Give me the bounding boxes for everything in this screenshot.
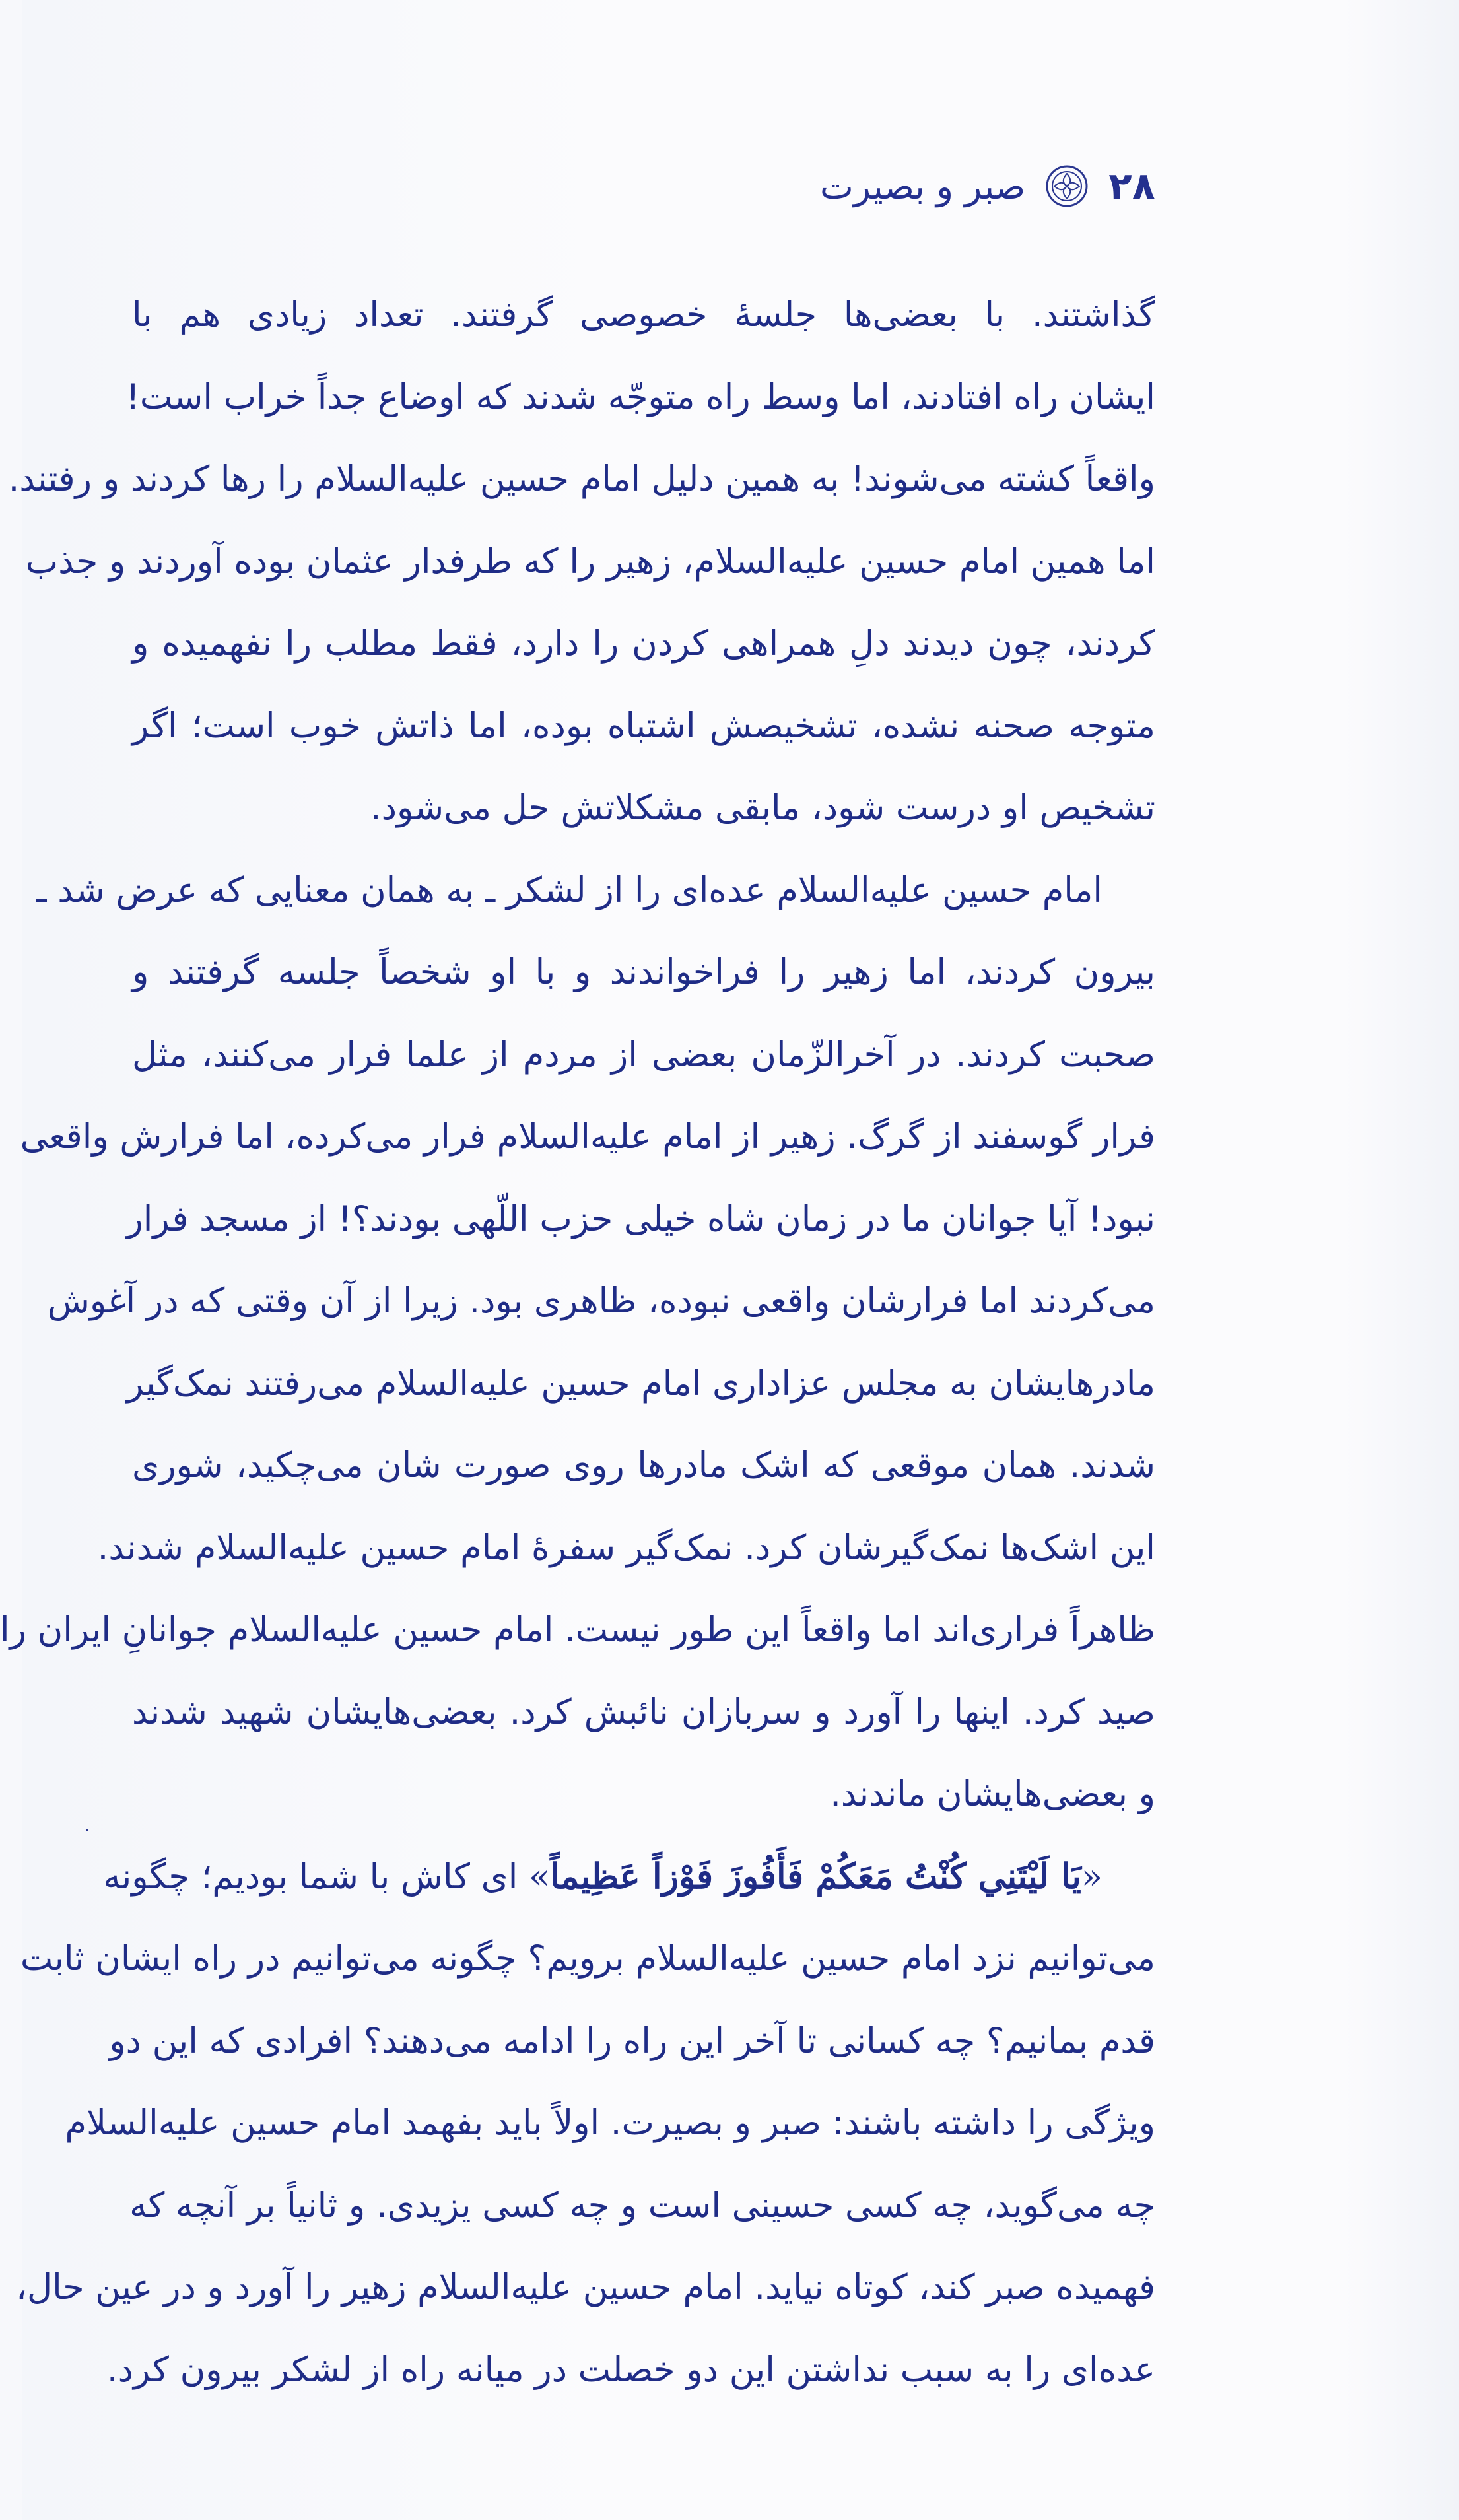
text-line: مادرهایشان به مجلس عزاداری امام حسین علیه‌السلام می‌رفتند نمک‌گیر	[127, 1363, 1155, 1404]
verse-close-bracket: »	[529, 1856, 551, 1897]
running-title: صبر و بصیرت	[820, 165, 1026, 207]
text-line: فهمیده صبر کند، کوتاه نیاید. امام حسین علیه‌السلام زهیر را آورد و در عین حال،	[16, 2267, 1155, 2307]
body-text	[0, 274, 1155, 2411]
text-line: شدند. همان موقعی که اشک مادرها روی صورت شان می‌چکید، شوری	[132, 1445, 1155, 1485]
text-line: امام حسین علیه‌السلام عده‌ای را از لشکر ـ به همان معنایی که عرض شد ـ	[36, 869, 1103, 910]
text-line: ویژگی را داشته باشند: صبر و بصیرت. اولاً باید بفهمد امام حسین علیه‌السلام	[65, 2103, 1155, 2143]
page-number: ۲۸	[1108, 164, 1155, 209]
text-line: گذاشتند. با بعضی‌ها جلسهٔ خصوصی گرفتند. تعداد زیادی هم با	[132, 294, 1155, 335]
text-line: متوجه صحنه نشده، تشخیصش اشتباه بوده، اما ذاتش خوب است؛ اگر	[132, 705, 1155, 746]
text-line: چه می‌گوید، چه کسی حسینی است و چه کسی یزیدی. و ثانیاً بر آنچه که	[129, 2185, 1155, 2226]
text-line: کردند، چون دیدند دلِ همراهی کردن را دارد، فقط مطلب را نفهمیده و	[132, 623, 1155, 664]
page-header	[820, 164, 1155, 209]
text-line: و بعضی‌هایشان ماندند.	[830, 1774, 1155, 1814]
verse-open-bracket: «	[1081, 1856, 1103, 1897]
ink-speck	[86, 1829, 88, 1831]
text-line: واقعاً کشته می‌شوند! به همین دلیل امام حسین علیه‌السلام را رها کردند و رفتند.	[8, 459, 1155, 499]
text-line: اما همین امام حسین علیه‌السلام، زهیر را که طرفدار عثمان بوده آوردند و جذب	[25, 541, 1155, 582]
verse-line	[103, 1836, 1155, 1919]
text-line: صحبت کردند. در آخرالزّمان بعضی از مردم از علما فرار می‌کنند، مثل	[132, 1034, 1155, 1075]
text-line: ایشان راه افتادند، اما وسط راه متوجّه شدند که اوضاع جداً خراب است!	[125, 376, 1155, 417]
rosette-emblem-icon	[1045, 164, 1089, 208]
text-line: تشخیص او درست شود، مابقی مشکلاتش حل می‌شود.	[370, 788, 1155, 828]
text-line: عده‌ای را به سبب نداشتن این دو خصلت در میانه راه از لشکر بیرون کرد.	[106, 2349, 1155, 2390]
text-line: ظاهراً فراری‌اند اما واقعاً این طور نیست. امام حسین علیه‌السلام جوانانِ ایران را	[0, 1610, 1155, 1650]
quran-verse: يَا لَيْتَنِي كُنْتُ مَعَكُمْ فَأَفُوزَ فَوْزاً عَظِيماً	[550, 1856, 1081, 1897]
text-line: می‌کردند اما فرارشان واقعی نبوده، ظاهری بود. زیرا از آن وقتی که در آغوش	[47, 1281, 1155, 1321]
text-line: می‌توانیم نزد امام حسین علیه‌السلام برویم؟ چگونه می‌توانیم در راه ایشان ثابت	[20, 1938, 1155, 1979]
text-line: نبود! آیا جوانان ما در زمان شاه خیلی حزب اللّهی بودند؟! از مسجد فرار	[126, 1198, 1155, 1239]
text-line: صید کرد. اینها را آورد و سربازان نائبش کرد. بعضی‌هایشان شهید شدند	[132, 1691, 1155, 1732]
text-line: قدم بمانیم؟ چه کسانی تا آخر این راه را ادامه می‌دهند؟ افرادی که این دو	[109, 2020, 1155, 2061]
text-line: این اشک‌ها نمک‌گیرشان کرد. نمک‌گیر سفرهٔ امام حسین علیه‌السلام شدند.	[97, 1527, 1155, 1568]
text-line: بیرون کردند، اما زهیر را فراخواندند و با او شخصاً جلسه گرفتند و	[132, 952, 1155, 992]
verse-translation: ای کاش با شما بودیم؛ چگونه	[103, 1856, 529, 1897]
text-line: فرار گوسفند از گرگ. زهیر از امام علیه‌السلام فرار می‌کرده، اما فرارش واقعی	[20, 1116, 1155, 1157]
